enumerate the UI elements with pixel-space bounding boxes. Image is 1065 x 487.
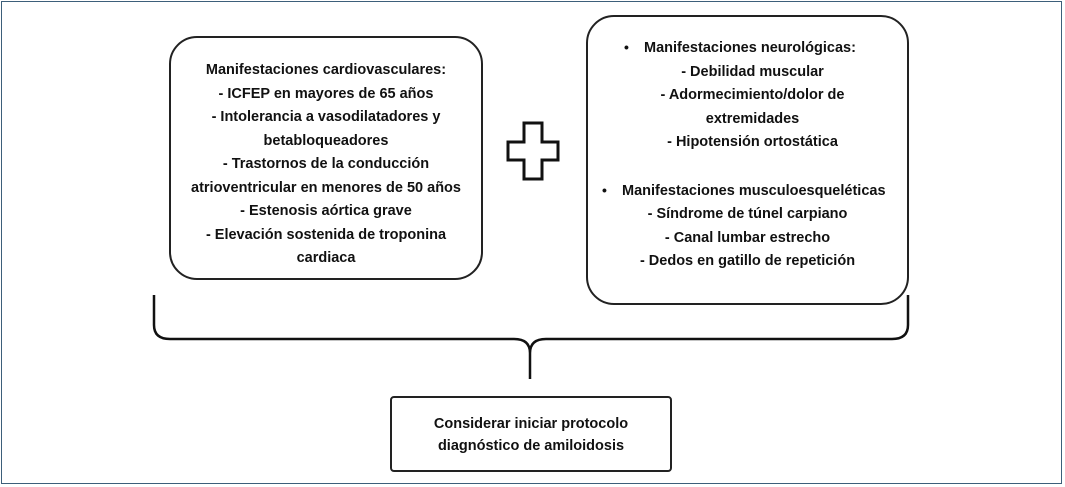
musculo-item: - Dedos en gatillo de repetición	[639, 253, 856, 269]
bullet-icon: •	[624, 39, 629, 55]
neuro-item: - Debilidad muscular	[681, 63, 824, 80]
plus-icon	[506, 121, 560, 181]
cardio-title: Manifestaciones cardiovasculares:	[205, 62, 447, 78]
cardio-item: - ICFEP en mayores de 65 años	[218, 85, 434, 102]
musculo-list	[588, 203, 907, 274]
musculo-heading	[588, 179, 907, 204]
cardio-item: - Elevación sostenida de troponina	[205, 226, 447, 243]
neuro-heading	[588, 36, 907, 61]
cardiovascular-box	[169, 36, 483, 280]
neuro-item: - Hipotensión ortostática	[667, 134, 838, 150]
cardio-item: betabloqueadores	[263, 132, 389, 149]
neuro-list	[588, 61, 907, 155]
musculo-title: Manifestaciones musculoesqueléticas	[622, 182, 886, 199]
cardio-item: cardiaca	[296, 250, 356, 266]
conclusion-line: Considerar iniciar protocolo	[433, 416, 629, 432]
cardio-item: - Estenosis aórtica grave	[240, 203, 412, 219]
curly-brace-icon	[148, 295, 918, 381]
musculo-item: - Síndrome de túnel carpiano	[647, 206, 848, 222]
neuro-item: extremidades	[705, 110, 800, 127]
conclusion-line: diagnóstico de amiloidosis	[437, 438, 625, 454]
neuro-item: - Adormecimiento/dolor de	[660, 87, 845, 103]
bullet-icon: •	[602, 181, 607, 198]
conclusion-box	[390, 396, 672, 472]
neuro-title: Manifestaciones neurológicas:	[644, 40, 856, 56]
neuro-musculo-box	[586, 15, 909, 305]
cardio-item: - Intolerancia a vasodilatadores y	[211, 109, 441, 125]
musculo-item: - Canal lumbar estrecho	[664, 229, 831, 246]
cardio-item: atrioventricular en menores de 50 años	[191, 179, 461, 196]
cardio-item: - Trastornos de la conducción	[222, 156, 430, 172]
